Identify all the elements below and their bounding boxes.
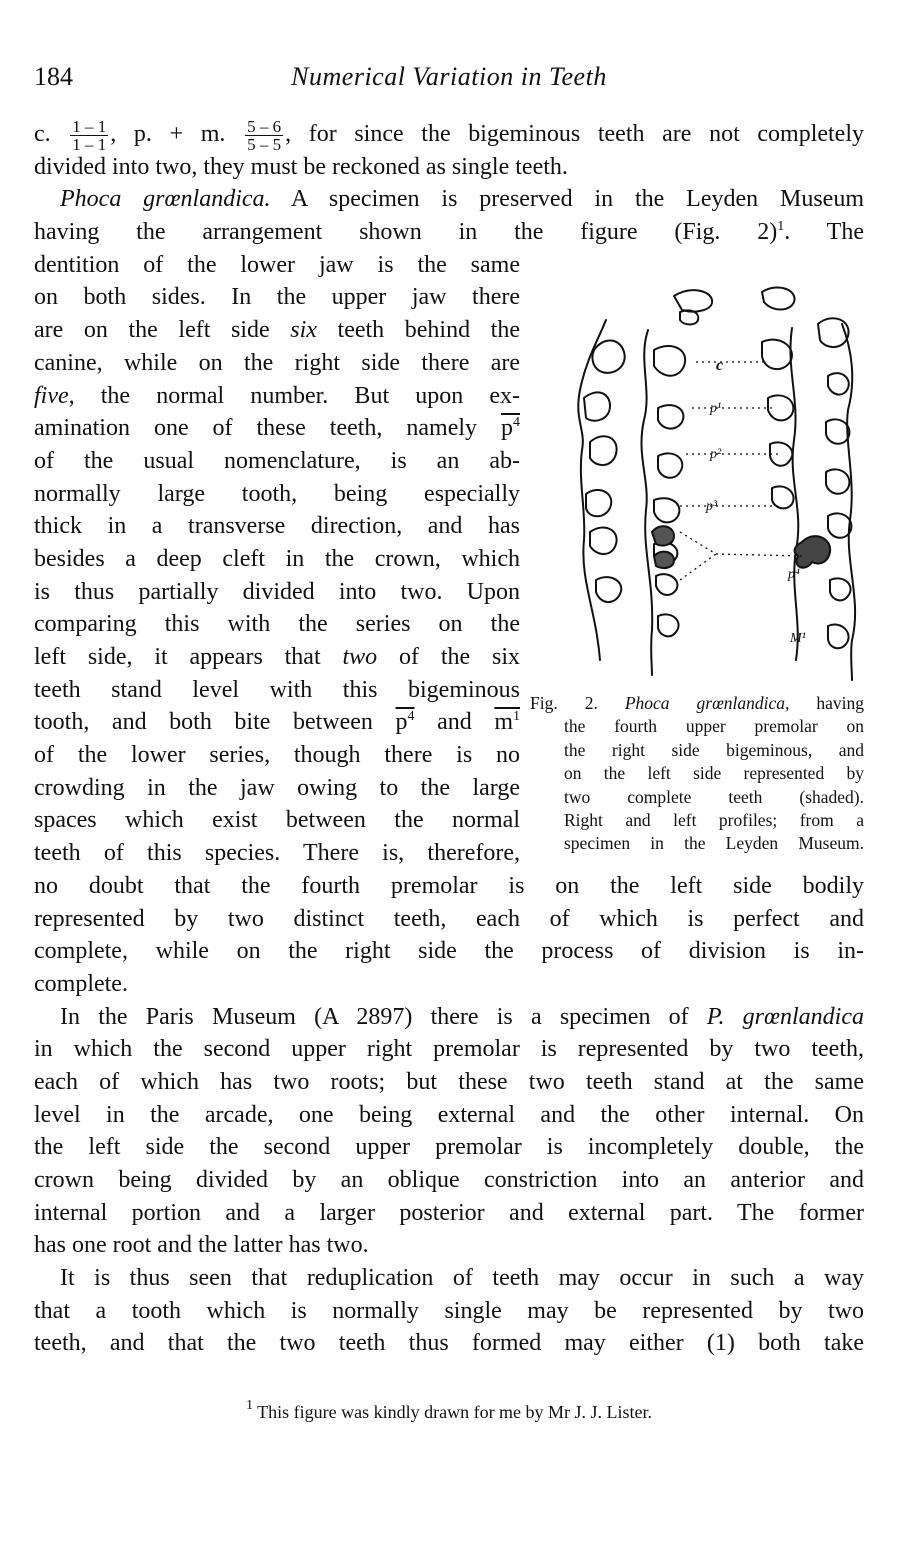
caption-fig-label: Fig. 2. xyxy=(530,693,625,713)
text-line: on both sides. In the upper jaw there xyxy=(34,284,520,311)
footnote-text: This figure was kindly drawn for me by Mr J. J. Lister. xyxy=(252,1402,653,1422)
formula-line xyxy=(34,117,865,154)
tooth-outline xyxy=(590,436,617,465)
text-line: of the usual nomenclature, is an ab- xyxy=(34,447,520,474)
label-c: c xyxy=(716,357,724,374)
tooth-index: 1 xyxy=(513,709,521,725)
text-line: normally large tooth, being especially xyxy=(34,480,520,507)
species-name: P. grœnlandica xyxy=(706,1003,864,1030)
shaded-tooth xyxy=(654,552,674,568)
tooth-outline xyxy=(658,453,682,477)
text-line: represented by two distinct teeth, each of which is perfect and xyxy=(34,905,864,932)
guide-line xyxy=(716,554,804,556)
tooth-letter: p xyxy=(395,709,408,736)
text-line: internal portion and a larger posterior and external part. The former xyxy=(34,1199,864,1226)
label-p1: p¹ xyxy=(710,401,722,416)
bigeminous-tooth xyxy=(795,536,831,568)
caption-line: Right and left profiles; from a xyxy=(564,810,864,831)
text-line xyxy=(34,641,520,674)
tooth-outline xyxy=(596,577,621,602)
tooth-outline xyxy=(772,486,794,508)
tooth-letter: p xyxy=(501,415,513,442)
text-span: and xyxy=(414,709,495,736)
text-line: teeth stand level with this bigeminous xyxy=(34,676,520,703)
guide-line xyxy=(680,532,716,554)
page-number: 184 xyxy=(34,62,73,91)
figure-caption xyxy=(530,692,864,856)
tooth-index: 4 xyxy=(407,709,415,725)
text-line: in which the second upper right premolar is represented by two teeth, xyxy=(34,1036,864,1063)
tooth-symbol xyxy=(501,415,520,441)
formula-pm-label: , p. + m. xyxy=(110,121,226,148)
tooth-outline xyxy=(826,469,849,493)
text-line: complete. xyxy=(34,970,128,997)
text-line: complete, while on the right side the process of division is in- xyxy=(34,938,864,965)
caption-line: specimen in the Leyden Museum. xyxy=(564,833,864,854)
label-p4: p⁴ xyxy=(788,567,800,582)
tooth-outline xyxy=(584,392,610,420)
label-p2: p² xyxy=(710,447,722,462)
tooth-outline xyxy=(656,574,677,595)
text-line xyxy=(34,380,520,413)
text-line: teeth, and that the two teeth thus formed may either (1) both take xyxy=(34,1330,864,1357)
caption-line: the right side bigeminous, and xyxy=(564,739,864,760)
text-line: It is thus seen that reduplication of teeth may occur in such a way xyxy=(60,1265,864,1292)
page-header xyxy=(34,62,864,98)
canine-fraction xyxy=(70,118,108,153)
species-name: Phoca grœnlandica. xyxy=(60,186,271,213)
tooth-outline xyxy=(826,419,849,443)
text-line xyxy=(34,706,520,739)
tooth-outline xyxy=(762,340,792,369)
formula-tail: , for since the bigeminous teeth are not completely xyxy=(285,121,865,148)
emphasis: six xyxy=(290,317,317,344)
label-p3: p³ xyxy=(706,499,718,514)
fraction-denominator: 1 – 1 xyxy=(72,135,107,154)
tooth-letter: m xyxy=(494,709,514,736)
tooth-outline xyxy=(586,490,611,516)
text-line: besides a deep cleft in the crown, which xyxy=(34,545,520,572)
text-line: the left side the second upper premolar is incompletely double, the xyxy=(34,1134,864,1161)
guide-line xyxy=(680,554,716,580)
molar-fraction xyxy=(245,118,283,153)
text-line: divided into two, they must be reckoned as single teeth. xyxy=(34,153,568,180)
text-line xyxy=(34,183,864,216)
tooth-outline xyxy=(680,310,698,324)
fraction-denominator: 5 – 5 xyxy=(247,135,282,154)
tooth-outline xyxy=(674,290,712,311)
footnote-ref: 1 xyxy=(777,219,785,235)
tooth-outline xyxy=(592,340,624,372)
text-span: are on the left side xyxy=(34,317,291,344)
text-span: tooth, and both bite between xyxy=(34,709,396,736)
text-line: each of which has two roots; but these two teeth stand at the same xyxy=(34,1068,864,1095)
text-line: spaces which exist between the normal xyxy=(34,807,520,834)
tooth-symbol xyxy=(494,709,520,735)
tooth-outline xyxy=(654,346,685,376)
text-line: thick in a transverse direction, and has xyxy=(34,513,520,540)
text-line xyxy=(34,412,520,445)
text-span: teeth behind the xyxy=(316,317,520,344)
emphasis: two xyxy=(342,644,378,670)
tooth-outline xyxy=(770,442,792,465)
text-line: level in the arcade, one being external and the other internal. On xyxy=(34,1101,864,1128)
text-line: crowding in the jaw owing to the large xyxy=(34,774,520,801)
caption-line: the fourth upper premolar on xyxy=(564,716,864,737)
footnote-marker: 1 xyxy=(245,1398,253,1413)
text-line: no doubt that the fourth premolar is on the left side bodily xyxy=(34,872,864,899)
caption-line: on the left side represented by xyxy=(564,763,864,784)
text-line: canine, while on the right side there are xyxy=(34,349,520,376)
left-inner-row xyxy=(641,330,652,675)
tooth-outline xyxy=(828,625,849,649)
text-span: the normal number. But upon ex- xyxy=(74,382,520,409)
tooth-outline xyxy=(828,513,851,537)
formula-c-label: c. xyxy=(34,121,51,148)
text-span: left side, it appears that xyxy=(34,644,343,670)
tooth-outline xyxy=(762,287,795,309)
caption-line xyxy=(530,692,864,715)
tooth-outline xyxy=(658,614,679,636)
tooth-outline xyxy=(654,498,679,522)
running-title: Numerical Variation in Teeth xyxy=(291,62,607,91)
footnote xyxy=(34,1398,864,1423)
text-line: has one root and the latter has two. xyxy=(34,1232,369,1259)
tooth-index: 4 xyxy=(513,415,520,431)
text-span: of the six xyxy=(377,644,520,670)
tooth-outline xyxy=(590,528,617,554)
wrapped-column xyxy=(34,249,520,870)
text-span: In the Paris Museum (A 2897) there is a specimen of xyxy=(60,1003,707,1030)
text-line xyxy=(34,216,864,249)
tooth-outline xyxy=(818,318,849,347)
tooth-outline xyxy=(830,578,851,600)
text-span: amination one of these teeth, namely xyxy=(34,415,501,442)
text-span: having xyxy=(789,693,864,713)
text-span: having the arrangement shown in the figure (Fig. 2) xyxy=(34,219,778,246)
text-line: teeth of this species. There is, therefore, xyxy=(34,840,520,867)
text-span: A specimen is preserved in the Leyden Museum xyxy=(270,186,864,213)
caption-species: Phoca grœnlandica, xyxy=(624,693,790,713)
caption-line: two complete teeth (shaded). xyxy=(564,786,864,807)
emphasis: five, xyxy=(34,382,75,409)
tooth-outline xyxy=(828,373,849,394)
text-line: that a tooth which is normally single may be represented by two xyxy=(34,1297,864,1324)
text-line: is thus partially divided into two. Upon xyxy=(34,578,520,605)
text-line: of the lower series, though there is no xyxy=(34,742,520,769)
fraction-numerator: 5 – 6 xyxy=(247,117,282,136)
tooth-outline xyxy=(658,405,683,428)
text-line: comparing this with the series on the xyxy=(34,611,520,638)
text-line: dentition of the lower jaw is the same xyxy=(34,251,520,278)
tooth-symbol xyxy=(396,709,415,735)
text-line xyxy=(34,1001,864,1034)
dentition-figure xyxy=(556,280,871,685)
label-m1: M¹ xyxy=(790,631,806,646)
text-line xyxy=(34,314,520,347)
text-span: . The xyxy=(784,219,864,246)
fraction-numerator: 1 – 1 xyxy=(72,117,107,136)
shaded-tooth xyxy=(652,526,674,545)
text-line: crown being divided by an oblique constriction into an anterior and xyxy=(34,1167,864,1193)
